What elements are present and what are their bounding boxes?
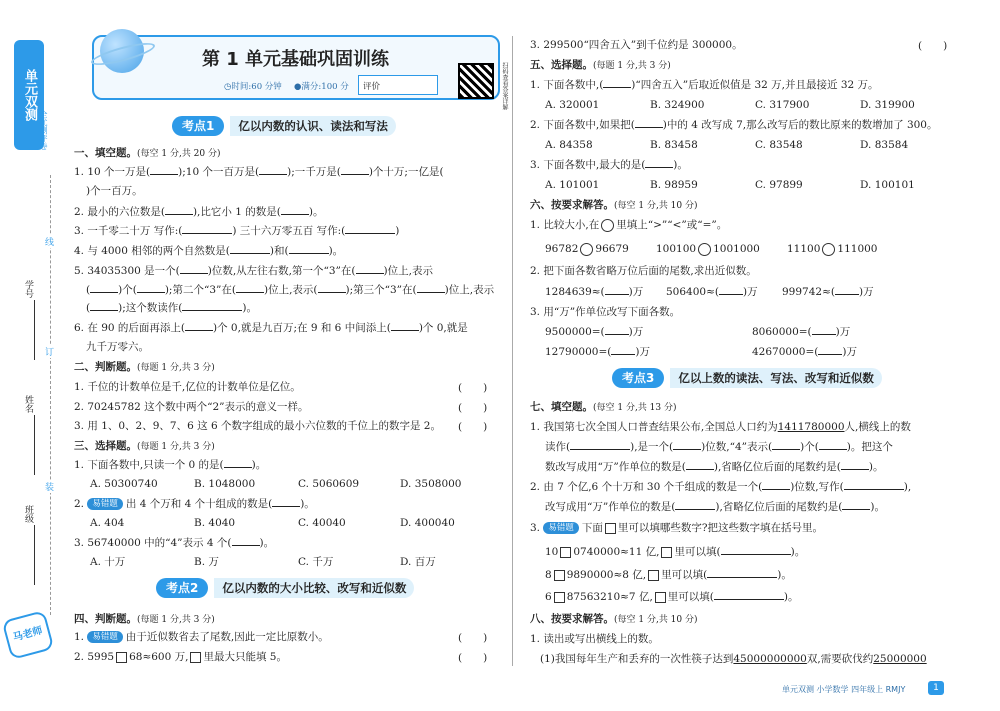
c2-tag: 易错题 (87, 498, 123, 510)
field-class-line (34, 525, 35, 585)
field-id: 学号 (23, 280, 33, 298)
f2-q: 2. 把下面各数省略万位后面的尾数,求出近似数。 (530, 265, 757, 277)
c2-C: C. 40040 (298, 517, 346, 529)
e1-D: D. 319900 (860, 99, 915, 111)
e3-B: B. 98959 (650, 179, 698, 191)
e2-B: B. 83458 (650, 139, 698, 151)
c3-A: A. 十万 (90, 556, 126, 568)
f2-e: 999742≈( )万 (782, 286, 874, 298)
g3-r3: 6 87563210≈7 亿, 里可以填( )。 (545, 591, 799, 603)
c3-B: B. 万 (194, 556, 219, 568)
brand-logo: 单元双测 (14, 40, 44, 150)
seal-zhuang: 装 (45, 480, 54, 493)
eval-box: 评价 (358, 75, 438, 95)
q5-line2: ( )个( );第二个“3”在( )位上,表示( );第三个“3”在( )位上,表示 (86, 284, 495, 296)
e2-q: 2. 下面各数中,如果把( )中的 4 改写成 7,那么改写后的数比原来的数增加了 300。 (530, 119, 938, 131)
k1-title: 亿以内数的认识、读法和写法 (230, 116, 396, 136)
f3-c: 8060000=( )万 (752, 326, 851, 338)
g3-q: 3. 易错题 下面 里可以填哪些数字?把这些数字填在括号里。 (530, 522, 824, 534)
g1-line1: 1. 我国第七次全国人口普查结果公布,全国总人口约为1411780000人,横线上的数 (530, 421, 911, 433)
k1-pill: 考点1 (172, 116, 224, 136)
g3-r3-box[interactable] (554, 592, 565, 603)
c1-D: D. 3508000 (400, 478, 462, 490)
c2-B: B. 4040 (194, 517, 236, 529)
q1-line1: 1. 10 个一万是( );10 个一百万是( );一千万是( )个十万;一亿是( (74, 166, 444, 178)
c1-C: C. 5060609 (298, 478, 360, 490)
k3-title: 亿以上数的读法、写法、改写和近似数 (670, 368, 882, 388)
q3: 3. 一千零二十万 写作:( ) 三十六万零五百 写作:( ) (74, 225, 400, 237)
d2: 2. 5995 68≈600 万, 里最大只能填 5。 (74, 651, 287, 663)
e3-C: C. 97899 (755, 179, 803, 191)
field-name-line (34, 415, 35, 475)
score-label: ●满分:100 分 (294, 82, 349, 92)
seal-ding: 订 (45, 345, 54, 358)
j1-paren[interactable]: ( ) (458, 382, 488, 394)
q6-line1: 6. 在 90 的后面再添上( )个 0,就是九百万;在 9 和 6 中间添上( )个 0,就是 (74, 322, 468, 334)
f3-q: 3. 用“万”作单位改写下面各数。 (530, 306, 681, 318)
brand-sub: 全优测评卷 (39, 110, 48, 150)
j3-paren[interactable]: ( ) (458, 421, 488, 433)
banner-k1 (172, 116, 396, 136)
c2-D: D. 400040 (400, 517, 455, 529)
d1-paren[interactable]: ( ) (458, 632, 488, 644)
e3-A: A. 101001 (545, 179, 600, 191)
s1-head: 一、填空题。(每空 1 分,共 20 分) (74, 147, 221, 159)
g2-line2: 改写成用“万”作单位的数是( ),省略亿位后面的尾数约是( )。 (545, 501, 885, 513)
f3-a: 9500000=( )万 (545, 326, 644, 338)
q2: 2. 最小的六位数是( ),比它小 1 的数是( )。 (74, 206, 324, 218)
q4: 4. 与 4000 相邻的两个自然数是( )和( )。 (74, 245, 344, 257)
s3-head: 三、选择题。(每题 1 分,共 3 分) (74, 440, 215, 452)
g3-tag: 易错题 (543, 522, 579, 534)
f3-e: 12790000=( )万 (545, 346, 650, 358)
d1-tag: 易错题 (87, 631, 123, 643)
c3-D: D. 百万 (400, 556, 436, 568)
f1-b-circle[interactable] (698, 243, 711, 256)
e1-A: A. 320001 (545, 99, 600, 111)
q1-line2: )个一百万。 (86, 185, 143, 197)
banner-k3 (612, 368, 882, 388)
r3-paren[interactable]: ( ) (918, 40, 948, 52)
g2-line1: 2. 由 7 个亿,6 个十万和 30 个千组成的数是一个( )位数,写作( ), (530, 481, 912, 493)
footer-text: 单元双测 小学数学 四年级上 RMJY (782, 685, 906, 694)
s6-head: 六、按要求解答。(每空 1 分,共 10 分) (530, 199, 698, 211)
f1-c-circle[interactable] (822, 243, 835, 256)
j2-paren[interactable]: ( ) (458, 402, 488, 414)
h1: 1. 读出或写出横线上的数。 (530, 633, 659, 645)
g1-line3: 数改写成用“万”作单位的数是( ),省略亿位后面的尾数约是( )。 (545, 461, 884, 473)
g3-r1-box[interactable] (560, 547, 571, 558)
g3-r2: 8 9890000≈8 亿, 里可以填( )。 (545, 569, 792, 581)
d1: 1. 易错题 由于近似数省去了尾数,因此一定比原数小。 (74, 631, 329, 643)
page-number: 1 (928, 681, 944, 695)
c1-B: B. 1048000 (194, 478, 256, 490)
e3-q: 3. 下面各数中,最大的是( )。 (530, 159, 688, 171)
k3-pill: 考点3 (612, 368, 664, 388)
clock-icon: ◷ (224, 82, 232, 92)
k2-title: 亿以内数的大小比较、改写和近似数 (214, 578, 414, 598)
c3-C: C. 千万 (298, 556, 334, 568)
f3-g: 42670000=( )万 (752, 346, 857, 358)
f2-a: 1284639≈( )万 (545, 286, 644, 298)
c1-q: 1. 下面各数中,只读一个 0 的是( )。 (74, 459, 267, 471)
mascot-logo: 马老师 (2, 610, 55, 660)
page-title: 第 1 单元基础巩固训练 (202, 49, 390, 70)
time-label: ◷时间:60 分钟 (224, 82, 282, 92)
e3-D: D. 100101 (860, 179, 915, 191)
s5-head: 五、选择题。(每题 1 分,共 3 分) (530, 59, 671, 71)
f2-c: 506400≈( )万 (666, 286, 758, 298)
e1-q: 1. 下面各数中,( )“四舍五入”后取近似值是 32 万,并且最接近 32 万。 (530, 79, 879, 91)
j1: 1. 千位的计数单位是千,亿位的计数单位是亿位。 (74, 381, 301, 393)
star-icon: ● (294, 82, 302, 92)
c2-q: 2. 易错题 出 4 个万和 4 个十组成的数是( )。 (74, 498, 315, 510)
e2-C: C. 83548 (755, 139, 803, 151)
field-class: 班级 (23, 505, 33, 523)
c3-q: 3. 56740000 中的“4”表示 4 个( )。 (74, 537, 275, 549)
f1-a-circle[interactable] (580, 243, 593, 256)
g3-r2-box[interactable] (554, 570, 565, 581)
d2-paren[interactable]: ( ) (458, 652, 488, 664)
f1-b: 100100 1001000 (656, 243, 760, 255)
field-name: 姓名 (23, 395, 33, 413)
banner-k2 (156, 578, 414, 598)
f1-a: 96782 96679 (545, 243, 629, 255)
f1-c: 11100 111000 (787, 243, 878, 255)
qr-note: 扫码查看答案详解 (501, 62, 508, 110)
s2-head: 二、判断题。(每题 1 分,共 3 分) (74, 361, 215, 373)
c1-A: A. 50300740 (90, 478, 158, 490)
compare-circle-icon (601, 219, 614, 232)
g1-line2: 读作( ),是一个( )位数,“4”表示( )个( )。把这个 (545, 441, 893, 453)
field-id-line (34, 300, 35, 360)
f1-q: 1. 比较大小,在 里填上“>”“<”或“=”。 (530, 219, 728, 231)
q5-line3: ( );这个数读作( )。 (86, 302, 257, 314)
r3: 3. 299500“四舍五入”到千位约是 300000。 (530, 39, 743, 51)
h2: (1)我国每年生产和丢弃的一次性筷子达到45000000000双,需要砍伐约25000000 (540, 653, 927, 665)
j3: 3. 用 1、0、2、9、7、6 这 6 个数字组成的最小六位数的千位上的数字是 2。 (74, 420, 441, 432)
q5-line1: 5. 34035300 是一个( )位数,从左往右数,第一个“3”在( )位上,表示 (74, 265, 433, 277)
s8-head: 八、按要求解答。(每空 1 分,共 10 分) (530, 613, 698, 625)
seal-xian: 线 (45, 235, 54, 248)
c2-A: A. 404 (90, 517, 125, 529)
e1-C: C. 317900 (755, 99, 810, 111)
s4-head: 四、判断题。(每题 1 分,共 3 分) (74, 613, 215, 625)
g3-r1: 10 0740000≈11 亿, 里可以填( )。 (545, 546, 806, 558)
column-divider (512, 36, 513, 666)
qr-code (458, 63, 494, 99)
k2-pill: 考点2 (156, 578, 208, 598)
q6-line2: 九千万零六。 (86, 341, 149, 353)
e2-D: D. 83584 (860, 139, 909, 151)
s7-head: 七、填空题。(每空 1 分,共 13 分) (530, 401, 677, 413)
e2-A: A. 84358 (545, 139, 593, 151)
header (92, 35, 500, 100)
e1-B: B. 324900 (650, 99, 705, 111)
j2: 2. 70245782 这个数中两个“2”表示的意义一样。 (74, 401, 309, 413)
side-strip (0, 0, 62, 711)
